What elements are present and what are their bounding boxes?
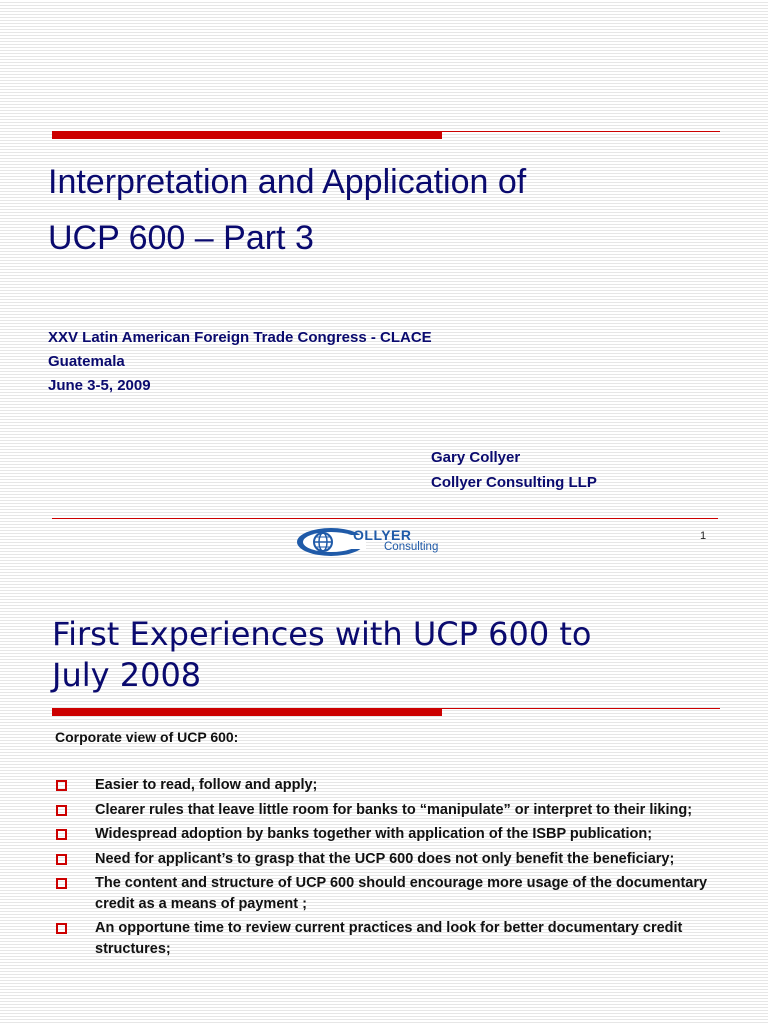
bullet-text: The content and structure of UCP 600 should encourage more usage of the documentary credit as a means of payment ;: [95, 875, 708, 912]
bullet-text: Widespread adoption by banks together with application of the ISBP publication;: [95, 826, 653, 842]
slide-2-accent-line: [442, 708, 720, 709]
slide-2-accent-bar: [52, 708, 442, 716]
bullet-list: [55, 775, 715, 963]
slide-2-title-line: First Experiences with UCP 600 to: [52, 615, 592, 653]
list-item: [55, 800, 715, 821]
page-number: 1: [700, 530, 707, 542]
bullet-text: An opportune time to review current practices and look for better documentary credit structures;: [95, 920, 683, 957]
slide-1-title-line: Interpretation and Application of: [48, 163, 527, 201]
slide-1-title: [48, 154, 728, 266]
list-item: [55, 775, 715, 796]
bullet-text: Easier to read, follow and apply;: [95, 777, 318, 793]
logo-wordmark: OLLYER: [353, 527, 412, 543]
footer-line: [52, 518, 718, 519]
presenter-info: [431, 445, 597, 495]
collyer-logo: [296, 523, 458, 561]
slide-2-title: [52, 614, 742, 696]
title-accent-line: [442, 131, 720, 132]
event-location: Guatemala: [48, 353, 125, 370]
bullet-text: Need for applicant’s to grasp that the UCP 600 does not only benefit the beneficiary;: [95, 850, 675, 867]
title-accent-bar: [52, 131, 442, 139]
slide-2-subheading: Corporate view of UCP 600:: [55, 729, 239, 745]
event-info: [48, 326, 432, 398]
square-bullet-icon: [56, 780, 67, 791]
list-item: [55, 918, 715, 959]
bullet-text: Clearer rules that leave little room for banks to “manipulate” or interpret to their liking;: [95, 801, 693, 818]
event-name: XXV Latin American Foreign Trade Congress - CLACE: [48, 329, 432, 346]
list-item: [55, 849, 715, 870]
square-bullet-icon: [56, 923, 67, 934]
presenter-name: Gary Collyer: [431, 449, 521, 466]
square-bullet-icon: [56, 854, 67, 865]
list-item: [55, 873, 715, 914]
square-bullet-icon: [56, 829, 67, 840]
slide-2-title-line: July 2008: [52, 656, 202, 694]
event-date: June 3-5, 2009: [48, 377, 151, 394]
presenter-company: Collyer Consulting LLP: [431, 474, 597, 491]
list-item: [55, 824, 715, 845]
logo-subtext: Consulting: [384, 541, 439, 553]
square-bullet-icon: [56, 878, 67, 889]
slide-1-title-line: UCP 600 – Part 3: [48, 219, 314, 257]
square-bullet-icon: [56, 805, 67, 816]
